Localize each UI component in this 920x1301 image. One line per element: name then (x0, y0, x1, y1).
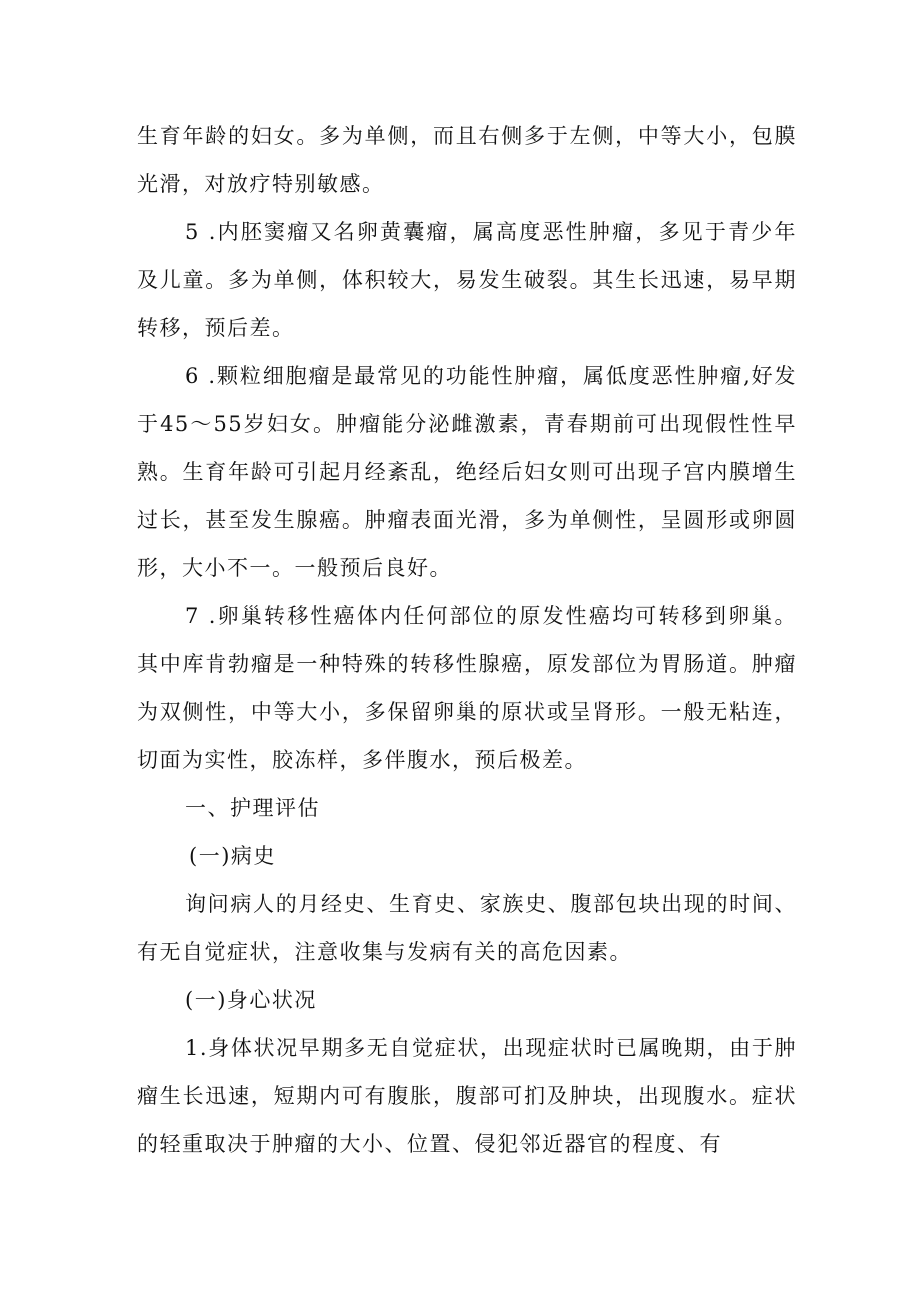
paragraph-physical-status: 1.身体状况早期多无自觉症状，出现症状时已属晚期，由于肿瘤生长迅速，短期内可有腹胀，腹部可扪及肿块，出现腹水。症状的轻重取决于肿瘤的大小、位置、侵犯邻近器官的程度、有 (137, 1036, 797, 1156)
paragraph-history: 询问病人的月经史、生育史、家族史、腹部包块出现的时间、有无自觉症状，注意收集与发病有关的高危因素。 (137, 892, 797, 964)
document-page (137, 112, 797, 1168)
paragraph-granulosa-cell-tumor: 6 .颗粒细胞瘤是最常见的功能性肿瘤，属低度恶性肿瘤,好发于45～55岁妇女。肿瘤能分泌雌激素，青春期前可出现假性性早熟。生育年龄可引起月经紊乱，绝经后妇女则可出现子宫内膜增生过长，甚至发生腺癌。肿瘤表面光滑，多为单侧性，呈圆形或卵圆形，大小不一。一般预后良好。 (137, 364, 797, 580)
subsection-heading-history: (一)病史 (189, 844, 276, 868)
paragraph-metastatic-carcinoma: 7 .卵巢转移性癌体内任何部位的原发性癌均可转移到卵巢。其中库肯勃瘤是一种特殊的转移性腺癌，原发部位为胃肠道。肿瘤为双侧性，中等大小，多保留卵巢的原状或呈肾形。一般无粘连，切面为实性，胶冻样，多伴腹水，预后极差。 (137, 604, 797, 772)
section-heading-nursing-assessment: 一、护理评估 (185, 796, 320, 820)
paragraph-endodermal-sinus-tumor: 5 .内胚窦瘤又名卵黄囊瘤，属高度恶性肿瘤，多见于青少年及儿童。多为单侧，体积较大，易发生破裂。其生长迅速，易早期转移，预后差。 (137, 220, 797, 340)
subsection-heading-physical-mental-status: (一)身心状况 (185, 988, 317, 1012)
paragraph-continuation: 生育年龄的妇女。多为单侧，而且右侧多于左侧，中等大小，包膜光滑，对放疗特别敏感。 (137, 124, 797, 196)
